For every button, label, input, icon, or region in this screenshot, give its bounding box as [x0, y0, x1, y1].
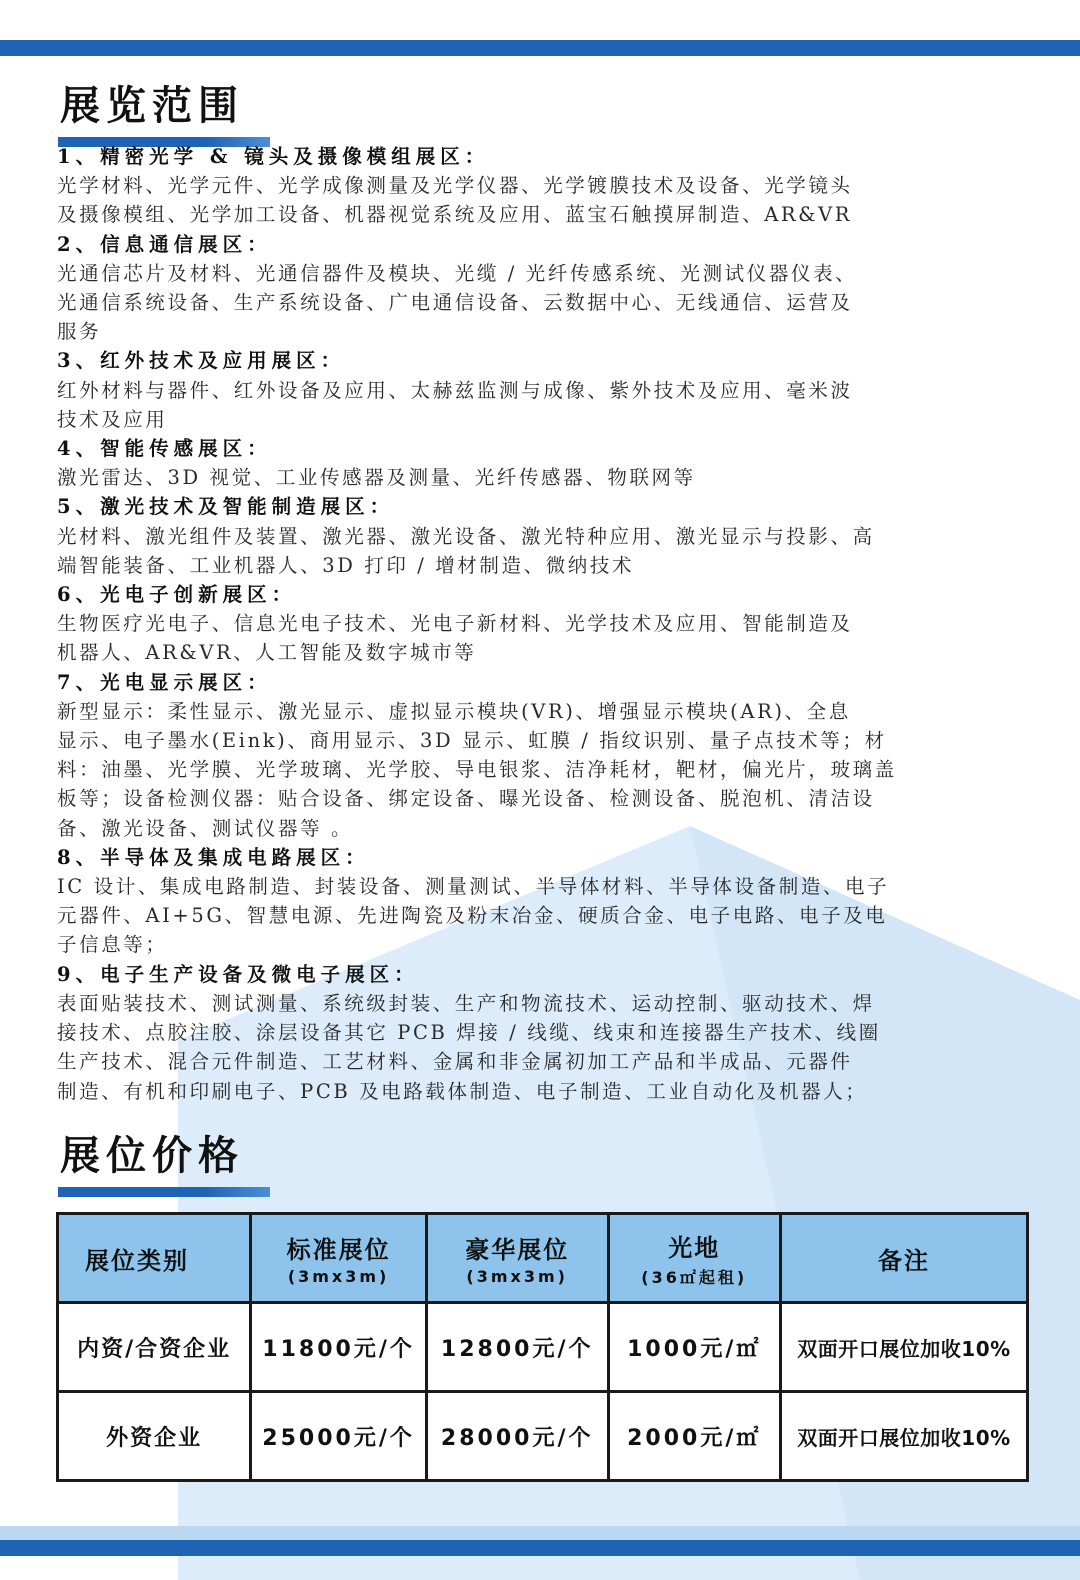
- category-line: 板等；设备检测仪器：贴合设备、绑定设备、曝光设备、检测设备、脱泡机、清洁设: [57, 787, 875, 811]
- header-label: 光地: [668, 1234, 721, 1262]
- pricing-title-underline: [58, 1187, 270, 1197]
- cell-type: 内资/合资企业: [58, 1303, 251, 1392]
- category-line: 生物医疗光电子、信息光电子技术、光电子新材料、光学技术及应用、智能制造及: [57, 612, 853, 636]
- bottom-stripe-light: [0, 1526, 1080, 1540]
- header-sub: (3mx3m): [466, 1267, 568, 1286]
- category-line: 光通信系统设备、生产系统设备、广电通信设备、云数据中心、无线通信、运营及: [57, 291, 853, 315]
- category-5: [57, 492, 977, 580]
- category-7: [57, 668, 977, 843]
- category-line: 显示、电子墨水(Eink)、商用显示、3D 显示、虹膜 / 指纹识别、量子点技术等；材: [57, 729, 887, 753]
- category-line: 新型显示：柔性显示、激光显示、虚拟显示模块(VR)、增强显示模块(AR)、全息: [57, 699, 851, 723]
- cell-standard: 11800元/个: [251, 1303, 427, 1392]
- category-heading: 1、精密光学 & 镜头及摄像模组展区：: [57, 145, 490, 168]
- category-line: 光通信芯片及材料、光通信器件及模块、光缆 / 光纤传感系统、光测试仪器仪表、: [57, 261, 858, 285]
- category-heading: 8、半导体及集成电路展区：: [57, 845, 370, 869]
- category-heading: 3、红外技术及应用展区：: [57, 349, 346, 373]
- cell-luxury: 28000元/个: [426, 1392, 608, 1481]
- cell-note: 双面开口展位加收10%: [780, 1303, 1027, 1392]
- booth-price-table: [56, 1212, 1029, 1482]
- header-standard-booth: [251, 1214, 427, 1303]
- category-line: 子信息等；: [57, 933, 168, 957]
- category-line: 表面贴装技术、测试测量、系统级封装、生产和物流技术、运动控制、驱动技术、焊: [57, 991, 875, 1015]
- header-label: 标准展位: [286, 1236, 391, 1264]
- pricing-section-title: [60, 1124, 244, 1181]
- category-1: [57, 142, 977, 230]
- category-line: 机器人、AR&VR、人工智能及数字城市等: [57, 641, 477, 665]
- cell-standard: 25000元/个: [251, 1392, 427, 1481]
- category-line: 红外材料与器件、红外设备及应用、太赫兹监测与成像、紫外技术及应用、毫米波: [57, 378, 853, 402]
- category-heading: 9、电子生产设备及微电子展区：: [57, 962, 419, 986]
- header-sub: (36㎡起租): [641, 1268, 748, 1287]
- category-line: 元器件、AI+5G、智慧电源、先进陶瓷及粉末冶金、硬质合金、电子电路、电子及电: [57, 904, 888, 928]
- category-line: 接技术、点胶注胶、涂层设备其它 PCB 焊接 / 线缆、线束和连接器生产技术、线圈: [57, 1021, 881, 1045]
- category-3: [57, 346, 977, 434]
- pricing-title-text: 展位价格: [60, 1132, 244, 1179]
- cell-luxury: 12800元/个: [426, 1303, 608, 1392]
- category-line: 备、激光设备、测试仪器等 。: [57, 816, 354, 840]
- category-heading: 6、光电子创新展区：: [57, 583, 297, 607]
- cell-note: 双面开口展位加收10%: [780, 1392, 1027, 1481]
- exhibit-scope-list: [57, 142, 977, 1106]
- header-remarks: [780, 1214, 1027, 1303]
- category-line: 制造、有机和印刷电子、PCB 及电路载体制造、电子制造、工业自动化及机器人；: [57, 1079, 868, 1103]
- category-line: 光学材料、光学元件、光学成像测量及光学仪器、光学镀膜技术及设备、光学镜头: [57, 174, 853, 198]
- cell-raw: 1000元/㎡: [608, 1303, 780, 1392]
- header-sub: (3mx3m): [287, 1267, 390, 1286]
- category-6: [57, 580, 977, 668]
- category-line: 料：油墨、光学膜、光学玻璃、光学胶、导电银浆、洁净耗材，靶材，偏光片，玻璃盖: [57, 758, 897, 782]
- category-line: 端智能装备、工业机器人、3D 打印 / 增材制造、微纳技术: [57, 553, 635, 577]
- category-8: [57, 843, 977, 960]
- table-header-row: [58, 1214, 1028, 1303]
- category-line: 激光雷达、3D 视觉、工业传感器及测量、光纤传感器、物联网等: [57, 466, 696, 490]
- top-bar: [0, 40, 1080, 56]
- header-booth-type: [58, 1214, 251, 1303]
- header-label: 备注: [877, 1246, 930, 1275]
- category-2: [57, 230, 977, 347]
- category-heading: 2、信息通信展区：: [57, 232, 272, 256]
- category-line: 及摄像模组、光学加工设备、机器视觉系统及应用、蓝宝石触摸屏制造、AR&VR: [57, 203, 853, 227]
- category-line: 生产技术、混合元件制造、工艺材料、金属和非金属初加工产品和半成品、元器件: [57, 1050, 853, 1074]
- category-heading: 7、光电显示展区：: [57, 670, 272, 694]
- scope-title-text: 展览范围: [60, 82, 244, 129]
- header-label: 展位类别: [85, 1246, 189, 1275]
- category-9: [57, 960, 977, 1106]
- table-row: [58, 1303, 1028, 1392]
- cell-type: 外资企业: [58, 1392, 251, 1481]
- cell-raw: 2000元/㎡: [608, 1392, 780, 1481]
- table-row: [58, 1392, 1028, 1481]
- header-raw-space: [608, 1214, 780, 1303]
- category-heading: 5、激光技术及智能制造展区：: [57, 495, 395, 519]
- category-heading: 4、智能传感展区：: [57, 437, 272, 461]
- header-label: 豪华展位: [465, 1236, 570, 1264]
- category-line: 技术及应用: [57, 407, 168, 431]
- category-line: 光材料、激光组件及装置、激光器、激光设备、激光特种应用、激光显示与投影、高: [57, 524, 875, 548]
- scope-section-title: [60, 74, 244, 131]
- bottom-stripe-dark: [0, 1540, 1080, 1556]
- header-luxury-booth: [426, 1214, 608, 1303]
- category-line: IC 设计、集成电路制造、封装设备、测量测试、半导体材料、半导体设备制造、电子: [57, 875, 890, 899]
- category-line: 服务: [57, 320, 102, 344]
- category-4: [57, 434, 977, 492]
